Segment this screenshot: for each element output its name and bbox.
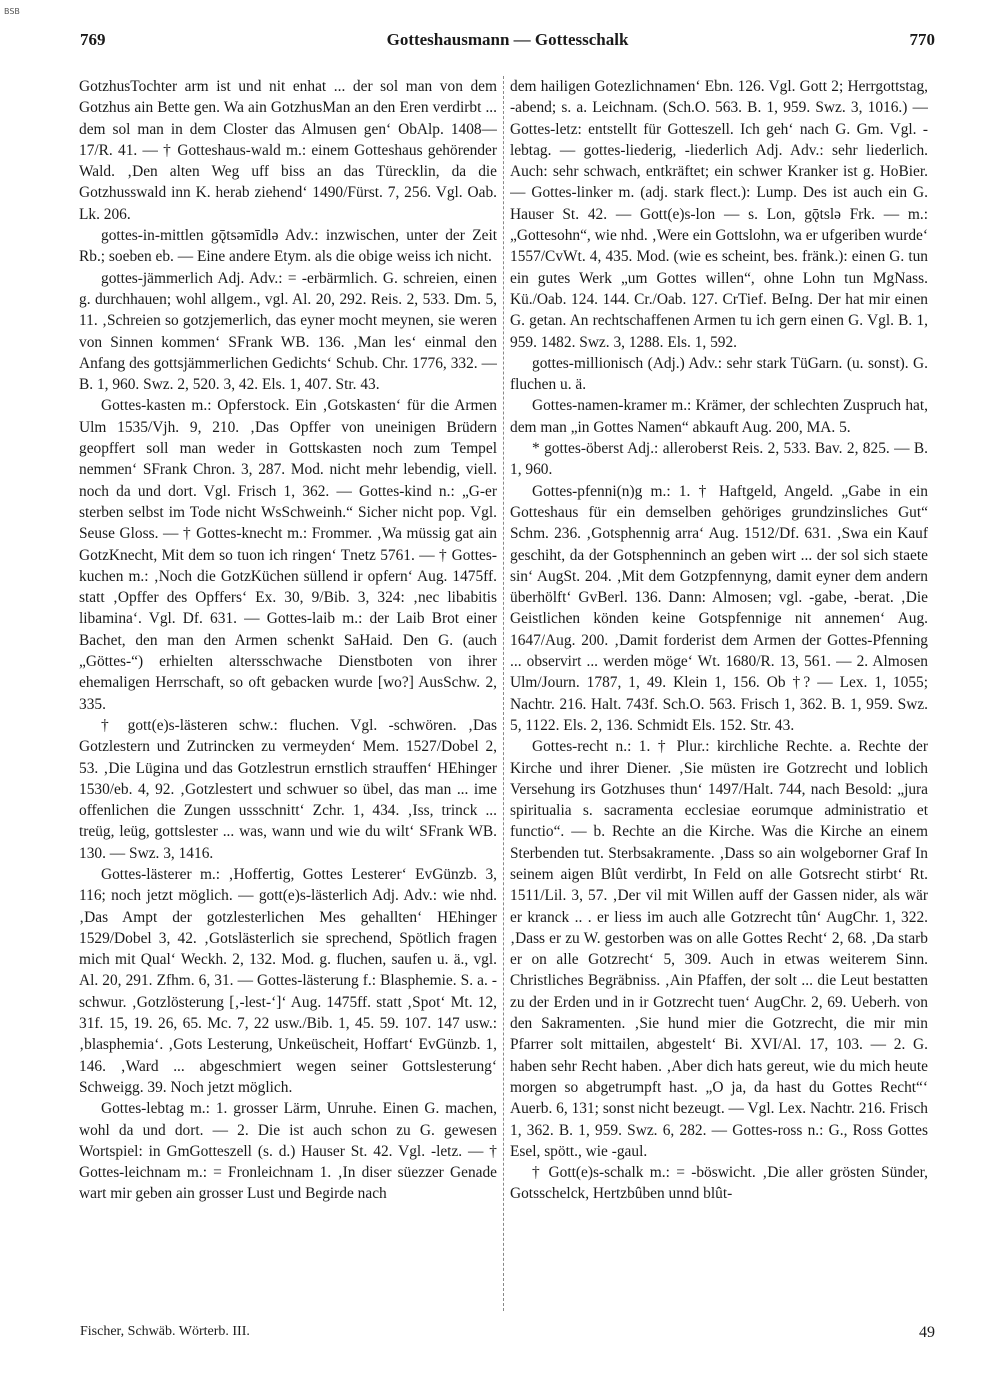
left-column [79, 76, 497, 1326]
running-title: Gotteshausmann — Gottesschalk [386, 30, 629, 49]
entry-paragraph: Gottes-lästerer m.: ‚Hoffertig, Gottes Lesterer‘ EvGünzb. 3, 116; noch jetzt möglich. — gott(e)s-lästerlich Adj. Adv.: wie nhd. ‚Das Ampt der gotzlesterlichen Mes gehallten‘ HEhinger 1529/Dobel 3, 42. ‚Gotslästerlich sie sprechend, Spötlich fragen mich mit Qual‘ Weckh. 2, 132. Mod. g. fluchen, saufen u. ä., vgl. Al. 20, 291. Zfhm. 6, 31. — Gottes-lästerung f.: Blasphemie. S. a. -schwur. ‚Gotzlösterung [‚-lest-‘]‘ Aug. 1475ff. statt ‚Spot‘ Mt. 12, 31f. 15, 19. 26, 65. Mc. 7, 22 usw./Bib. 1, 45. 59. 107. 147 usw.: ‚blasphemia‘. ‚Gots Lesterung, Unkeüscheit, Hoffart‘ EvGünzb. 1, 146. ‚Ward ... abgeschmiert wegen seiner Gottslesterung‘ Schweigg. 39. Noch jetzt möglich. [79, 865, 497, 1096]
entry-paragraph: gottes-in-mittlen gǭtsəmīdlə Adv.: inzwischen, unter der Zeit Rb.; soeben eb. — Eine andere Etym. als die obige weiss ich nicht. [79, 227, 497, 266]
entry-paragraph: Gottes-recht n.: 1. † Plur.: kirchliche Rechte. a. Rechte der Kirche und ihrer Diener. ‚Sie müsten ire Gotzrecht und loblich Versehung irs Gotzhuses thun‘ 1497/Halt. 744, nach Besold: „jura spiritualia s. sacramenta ecclesiae eorumque administratio et functio“. — b. Rechte an die Kirche. Was die Kirche an einem Sterbenden tut. Sterbsakramente. ‚Dass so ain wolgeborner Graf In seinem aigen Blût verdirbt, In Feld on alle Gotsrecht stirbt‘ Rt. 1511/Lil. 3, 57. ‚Der vil mit Willen auff der Gassen nider, als wär er kranck .. . er liess im auch alle Gotzrecht tûn‘ AugChr. 1, 322. ‚Dass er zu W. gestorben was on alle Gottes Recht‘ 2, 68. ‚Da starb er on alle Gotzrecht‘ 5, 309. Auch in etwas weiterem Sinn. Christliches Begräbniss. ‚Ain Pfaffen, der solt ... die Leut bestatten zu der Erden und in ir Gotzrecht tuen‘ AugChr. 2, 69. Ueberh. von den Sakramenten. ‚Sie hund mier die Gotzrecht, die mir min Pfarrer solt mittailen, abgestelt‘ Bi. XVI/Al. 17, 103. — 2. G. haben sehr Recht haben. ‚Aber dich hats gereut, wie du mich heute morgen so abgetrumpft hast. „O ja, da hast du Gottes Recht“‘ Auerb. 6, 131; sonst nicht bezeugt. — Vgl. Lex. Nachtr. 216. Frisch 1, 362. B. 1, 959. Swz. 6, 282. — Gottes-ross n.: G., Ross Gottes Esel, spött., wie -gaul. [510, 738, 928, 1160]
page-header [80, 30, 935, 60]
right-column [510, 76, 928, 1326]
entry-paragraph: dem hailigen Gotezlichnamen‘ Ebn. 126. Vgl. Gott 2; Herrgottstag, -abend; s. a. Leichnam. (Sch.O. 563. B. 1, 959. Swz. 3, 1016.) — Gottes-letz: entstellt für Gotteszell. Ich geh‘ nach G. Gm. Vgl. -lebtag. — gottes-liederig, -liederlich Adj. Adv.: sehr liederlich. Auch: sehr schwach, entkräftet; ein schwer Kranker ist g. HoBier. — Gottes-linker m. (adj. stark flect.): Lump. Des ist auch ein G. Hauser St. 42. — Gott(e)s-lon — s. Lon, gǭtslə Frk. — m.: „Gottesohn“, wie nhd. ‚Were ein Gottslohn, wa er ufgeriben wurde‘ 1557/CvWt. 4, 435. Mod. (wie es scheint, bes. fränk.): einen G. tun ein gutes Werk „um Gottes willen“, ohne Lohn tun MgNass. Kü./Oab. 124. 144. Cr./Oab. 127. CrTief. BeIng. Der hat mir einen G. getan. An rechtschaffenen Armen tu ich gern einen G. Vgl. B. 1, 959. 1482. Swz. 3, 1288. Els. 1, 592. [510, 78, 928, 351]
entry-paragraph: * gottes-öberst Adj.: alleroberst Reis. 2, 533. Bav. 2, 825. — B. 1, 960. [510, 440, 928, 479]
footer-source: Fischer, Schwäb. Wörterb. III. [80, 1324, 250, 1339]
page-number-right: 770 [909, 30, 935, 49]
page-footer [80, 1324, 935, 1348]
library-corner-mark: BSB [4, 7, 20, 16]
entry-paragraph: Gottes-lebtag m.: 1. grosser Lärm, Unruhe. Einen G. machen, wohl da und dort. — 2. Die ist auch schon zu G. gewesen Wortspiel: in GmGotteszell (s. d.) Hauser St. 42. Vgl. -letz. — † Gottes-leichnam m.: = Fronleichnam 1. ‚In diser süezzer Genade wart mir geben ain grosser Lust und Begirde nach [79, 1100, 497, 1203]
page-number-left: 769 [80, 30, 106, 49]
entry-paragraph: † Gott(e)s-schalk m.: = -böswicht. ‚Die aller grösten Sünder, Gotsschelck, Hertzbûben unnd blût- [510, 1164, 928, 1203]
entry-paragraph: Gottes-pfenni(n)g m.: 1. † Haftgeld, Angeld. „Gabe in ein Gotteshaus für ein demselben gehöriges grundzinsliches Gut“ Schm. 236. ‚Gotsphennig arra‘ Aug. 1512/Df. 631. ‚Swa ein Kauf geschiht, da der Gotsphenninch an geben wirt ... der sol sich staete sin‘ AugSt. 204. ‚Mit dem Gotzpfennyng, damit eyner dem andern überhölft‘ GvBerl. 136. Dann: Almosen; vgl. -gabe, -berat. ‚Die Geistlichen könden keine Gotspfennige nit annemen‘ Aug. 1647/Aug. 200. ‚Damit forderist dem Armen der Gottes-Pfenning ... observirt ... werden möge‘ Wt. 1680/R. 13, 561. — 2. Almosen Ulm/Journ. 1787, 1, 49. Klein 1, 156. Ob †? — Lex. 1, 1055; Nachtr. 216. Halt. 743f. Sch.O. 563. Frisch 1, 362. B. 1, 959. Swz. 5, 1122. Els. 2, 136. Schmidt Els. 152. Str. 43. [510, 482, 928, 734]
entry-paragraph: GotzhusTochter arm ist und nit enhat ... der sol man von dem Gotzhus ain Bette gen. Wa ain GotzhusMan an den Eren verdirbt ... dem sol man in dem Closter das Almusen gen‘ ObAlp. 1408—17/R. 41. — † Gotteshaus-wald m.: einem Gotteshaus gehörender Wald. ‚Den alten Weg uff biss an das Türecklin, da die Gotzhusswald inn K. herab ziehend‘ 1490/Fürst. 7, 256. Vgl. Oab. Lk. 206. [79, 78, 497, 223]
footer-sheet-number: 49 [919, 1324, 935, 1341]
entry-paragraph: gottes-jämmerlich Adj. Adv.: = -erbärmlich. G. schreien, einen g. durchhauen; wohl allgem., vgl. Al. 20, 292. Reis. 2, 533. Dm. 5, 11. ‚Schreien so gotzjemerlich, das eyner mocht meynen, sie weren von Sinnen kommen‘ SFrank WB. 136. ‚Man les‘ einmal den Anfang des gottsjämmerlichen Gedichts‘ Schub. Chr. 1776, 332. — B. 1, 960. Swz. 2, 520. 3, 42. Els. 1, 407. Str. 43. [79, 269, 497, 394]
entry-paragraph: gottes-millionisch (Adj.) Adv.: sehr stark TüGarn. (u. sonst). G. fluchen u. ä. [510, 354, 928, 394]
entry-paragraph: Gottes-kasten m.: Opferstock. Ein ‚Gotskasten‘ für die Armen Ulm 1535/Vjh. 9, 210. ‚Das Opffer von uneinigen Brüdern geopffert soll man weder in Gottskasten noch zum Tempel nemmen‘ SFrank Chron. 3, 287. Mod. nicht mehr lebendig, viell. noch da und dort. Vgl. Frisch 1, 362. — Gottes-kind n.: „G-er sterben selbst im Tode nicht WsSchweinh.“ Sicher nicht pop. Vgl. Seuse Gloss. — † Gottes-knecht m.: Frommer. ‚Wa müssig gat ain GotzKnecht, Mit dem so tuon ich ringen‘ Tnetz 5761. — † Gottes-kuchen m.: ‚Noch die GotzKüchen süllend ir opfern‘ Aug. 1475ff. statt ‚Opffer des Opffers‘ Ex. 30, 9/Bib. 3, 324: ‚nec libabitis libamina‘. Vgl. Df. 631. — Gottes-laib m.: der Laib Brot einer Bachet, den man den Armen schenkt SaHaid. Den G. (auch „Göttes-“) erhielten altersschwache Dienstboten von ihrer ehemaligen Herrschaft, so oft gebacken wurde [wo?] AusSchw. 2, 335. [79, 397, 497, 713]
entry-paragraph: † gott(e)s-lästeren schw.: fluchen. Vgl. -schwören. ‚Das Gotzlestern und Zutrincken zu vermeyden‘ Mem. 1527/Dobel 2, 53. ‚Die Lügina und das Gotzlestrun ernstlich strauffen‘ HEhinger 1530/eb. 4, 92. ‚Gotzlestert und schwuer so übel, das man ... ime offenlichen die Zungen ussschnitt‘ Zchr. 1, 434. ‚Iss, trinck ... treüg, leüg, gottslester ... was, wann und wie du wilt‘ SFrank WB. 130. — Swz. 3, 1416. [79, 716, 497, 862]
column-divider [503, 76, 504, 1311]
entry-paragraph: Gottes-namen-kramer m.: Krämer, der schlechten Zuspruch hat, dem man „in Gottes Namen“ abkauft Aug. 200, MA. 5. [510, 397, 928, 436]
